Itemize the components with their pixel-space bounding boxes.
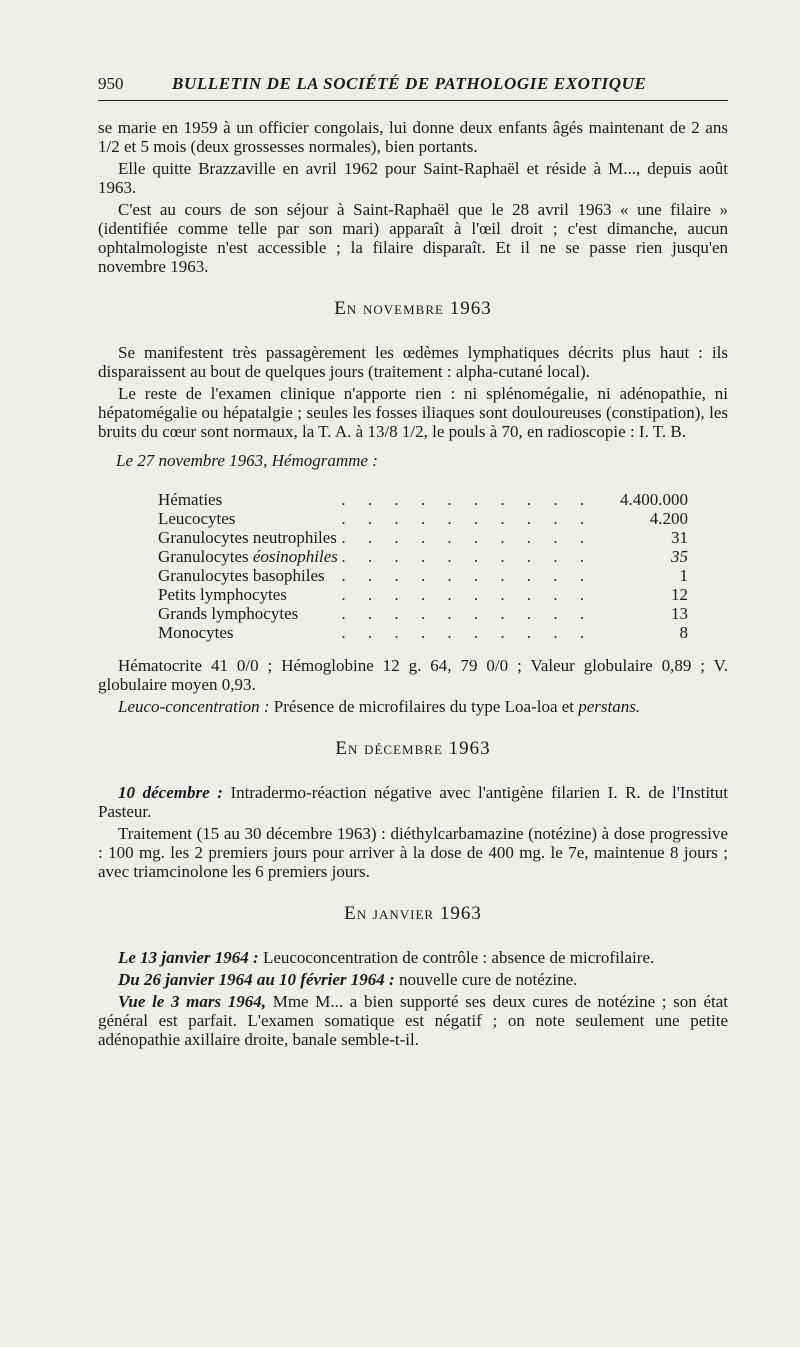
december-text: Intradermo-réaction négative avec l'antigène filarien I. R. de l'Institut Pasteur. (98, 783, 728, 821)
hemogram-label: Grands lymphocytes (158, 604, 299, 623)
january-paragraph-2 (98, 970, 728, 989)
leuco-concentration-tail: perstans. (578, 697, 641, 716)
leader-dots: . . . . . . . . . . (341, 509, 594, 528)
hemogram-label: Granulocytes neutrophiles (158, 528, 337, 547)
running-header (98, 70, 728, 101)
hemogram-value: 4.200 (649, 509, 688, 528)
hemogram-label: Hématies (158, 490, 223, 509)
january-text-3: Mme M... a bien supporté ses deux cures de notézine ; son état général est parfait. L'examen somatique est négatif ; on note seulement une petite adénopathie axillaire droite, banale semble-t-il. (98, 992, 729, 1049)
hematocrit-paragraph: Hématocrite 41 0/0 ; Hémoglobine 12 g. 64, 79 0/0 ; Valeur globulaire 0,89 ; V. globulaire moyen 0,93. (98, 656, 728, 694)
article-body (98, 118, 728, 1049)
section-heading-december: En décembre 1963 (335, 738, 491, 759)
hemogram-row (158, 547, 688, 566)
leader-dots: . . . . . . . . . . (341, 490, 594, 509)
intro-paragraph-2: Elle quitte Brazzaville en avril 1962 pour Saint-Raphaël et réside à M..., depuis août 1963. (98, 159, 728, 197)
hemogram-label: Monocytes (158, 623, 234, 642)
leuco-concentration-text: Présence de microfilaires du type Loa-loa et (269, 697, 579, 716)
hemogram-row (158, 604, 688, 623)
hemogram-row (158, 623, 688, 642)
hemogram-label: Leucocytes (158, 509, 236, 528)
hemogram-value: 8 (679, 623, 688, 642)
hemogram-row (158, 585, 688, 604)
hemogram-subheading: Le 27 novembre 1963, Hémogramme : (116, 451, 378, 470)
hemogram-value: 1 (679, 566, 688, 585)
journal-page (98, 70, 728, 1052)
leader-dots: . . . . . . . . . . (341, 604, 594, 623)
december-date-lead: 10 décembre : (118, 783, 223, 802)
january-paragraph-1 (98, 948, 728, 967)
hemogram-value: 35 (671, 547, 688, 566)
leader-dots: . . . . . . . . . . (341, 585, 594, 604)
january-date-lead-3: Vue le 3 mars 1964, (118, 992, 267, 1011)
hemogram-label: Granulocytes éosinophiles (158, 547, 338, 566)
november-paragraph-2: Le reste de l'examen clinique n'apporte rien : ni splénomégalie, ni adénopathie, ni hépatomégalie ou hépatalgie ; seules les fosses iliaques sont douloureuses (constipation), les bruits du cœur sont normaux, la T. A. à 13/8 1/2, le pouls à 70, en radioscopie : I. T. B. (98, 384, 728, 441)
hemogram-row (158, 528, 688, 547)
hemogram-row (158, 490, 688, 509)
december-paragraph-1 (98, 783, 728, 821)
december-paragraph-2: Traitement (15 au 30 décembre 1963) : diéthylcarbamazine (notézine) à dose progressive : 100 mg. les 2 premiers jours pour arriver à la dose de 400 mg. le 7e, maintenue 8 jours ; avec triamcinolone les 6 premiers jours. (98, 824, 728, 881)
january-text-2: nouvelle cure de notézine. (394, 970, 578, 989)
hemogram-value: 13 (671, 604, 688, 623)
leader-dots: . . . . . . . . . . (341, 623, 594, 642)
hemogram-label: Petits lymphocytes (158, 585, 287, 604)
journal-title: BULLETIN DE LA SOCIÉTÉ DE PATHOLOGIE EXOTIQUE (172, 74, 647, 93)
january-text-1: Leucoconcentration de contrôle : absence de microfilaire. (258, 948, 655, 967)
hemogram-row (158, 566, 688, 585)
hemogram-value: 31 (671, 528, 688, 547)
hemogram-value: 12 (671, 585, 688, 604)
leuco-concentration-paragraph (98, 697, 728, 716)
january-date-lead-2: Du 26 janvier 1964 au 10 février 1964 : (118, 970, 395, 989)
leader-dots: . . . . . . . . . . (341, 566, 594, 585)
hemogram-table (158, 490, 688, 642)
january-date-lead-1: Le 13 janvier 1964 : (118, 948, 259, 967)
intro-paragraph-1: se marie en 1959 à un officier congolais, lui donne deux enfants âgés maintenant de 2 ans 1/2 et 5 mois (deux grossesses normales), bien portants. (98, 118, 728, 156)
intro-paragraph-3: C'est au cours de son séjour à Saint-Raphaël que le 28 avril 1963 « une filaire » (identifiée comme telle par son mari) apparaît à l'œil droit ; c'est dimanche, aucun ophtalmologiste n'est accessible ; la filaire disparaît. Et il ne se passe rien jusqu'en novembre 1963. (98, 200, 728, 276)
leader-dots: . . . . . . . . . . (341, 528, 594, 547)
leuco-concentration-lead: Leuco-concentration : (118, 697, 270, 716)
leader-dots: . . . . . . . . . . (341, 547, 594, 566)
hemogram-row (158, 509, 688, 528)
hemogram-label: Granulocytes basophiles (158, 566, 325, 585)
january-paragraph-3 (98, 992, 728, 1049)
page-number: 950 (98, 74, 124, 93)
hemogram-value: 4.400.000 (620, 490, 688, 509)
section-heading-november: En novembre 1963 (334, 298, 492, 319)
section-heading-january: En janvier 1963 (344, 903, 482, 924)
november-paragraph-1: Se manifestent très passagèrement les œdèmes lymphatiques décrits plus haut : ils disparaissent au bout de quelques jours (traitement : alpha-cutané local). (98, 343, 728, 381)
